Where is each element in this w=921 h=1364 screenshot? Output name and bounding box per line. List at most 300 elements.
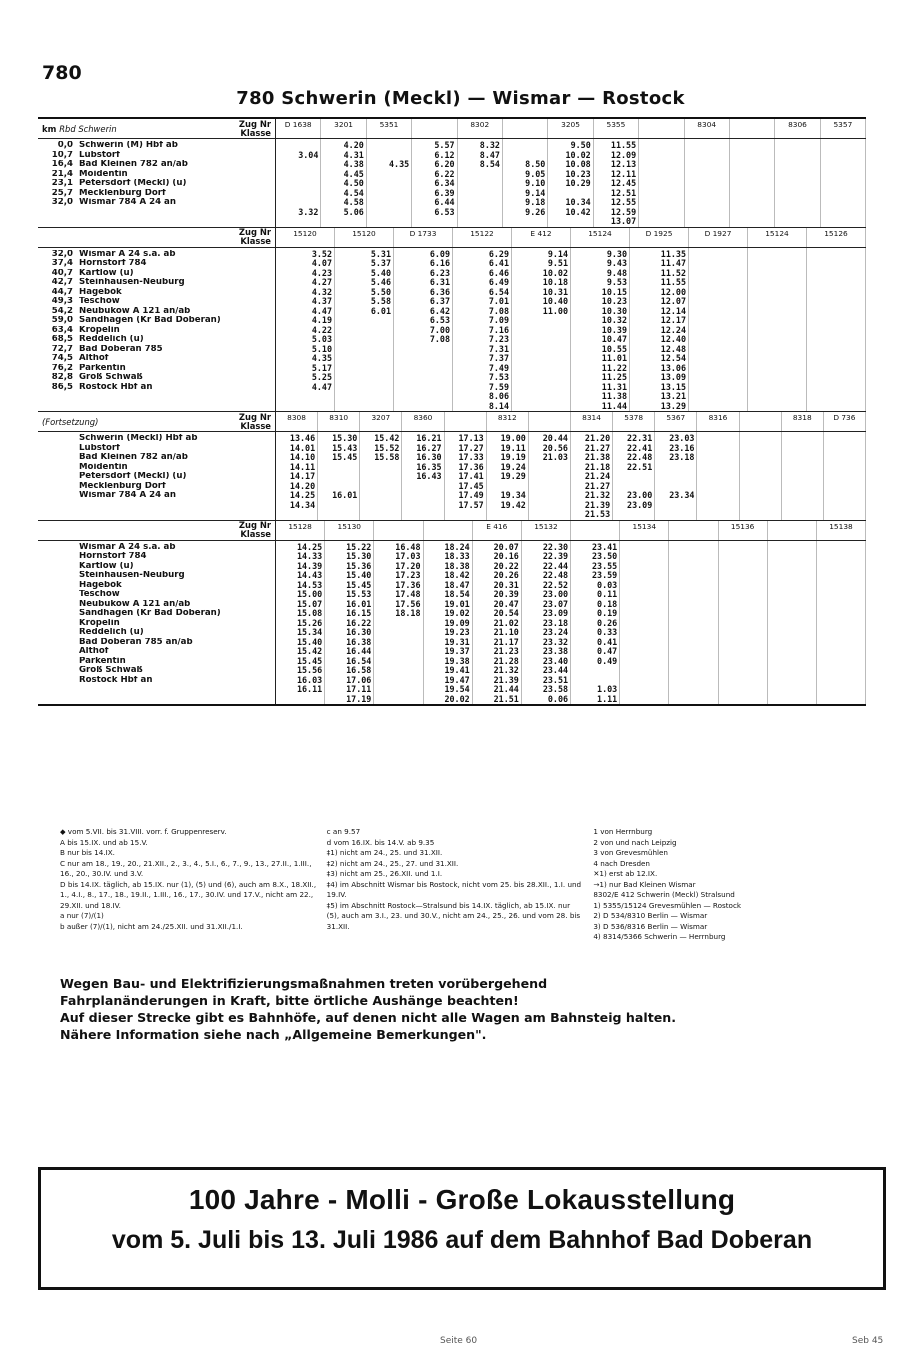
time-cell: 21.32 (493, 665, 519, 675)
time-cell (394, 364, 450, 374)
station-row (41, 619, 272, 629)
time-cell: 22.31 (627, 433, 653, 443)
train-number: 15122 (453, 228, 512, 247)
station-row (41, 609, 272, 619)
train-class-label (239, 521, 271, 539)
station-name: Lübstorf (79, 150, 120, 160)
station-name: Teschow (79, 590, 120, 599)
station-km (41, 543, 79, 553)
time-cell (276, 189, 318, 199)
time-cell: 15.42 (296, 646, 323, 656)
time-cell: 21.17 (493, 636, 519, 647)
time-cell: 13.06 (660, 362, 686, 373)
time-cell: 16.35 (416, 461, 442, 472)
station-km (41, 600, 79, 610)
time-cell: 8.50 (525, 159, 546, 169)
time-cell: 11.44 (601, 400, 627, 411)
time-cell: 14.11 (289, 461, 316, 472)
time-cell: 8.32 (479, 140, 500, 150)
time-cell: 6.37 (429, 296, 450, 306)
train-number: 15130 (325, 521, 374, 540)
time-cell: 4.45 (343, 168, 364, 179)
time-cell: 10.02 (542, 267, 568, 278)
time-cell: 14.25 (289, 490, 316, 500)
time-cell: 12.11 (610, 168, 637, 179)
station-row (41, 562, 272, 572)
footnote: A bis 15.IX. und ab 15.V. (60, 837, 148, 847)
time-cell: 11.35 (660, 248, 686, 259)
station-km: 74,5 (51, 354, 73, 363)
train-number: 3207 (360, 412, 402, 431)
station-row (41, 434, 272, 444)
time-cell: 6.53 (434, 206, 455, 217)
time-cell: 9.10 (525, 178, 546, 188)
time-cell: 8.14 (488, 400, 509, 411)
section-km-and-label (42, 417, 98, 427)
station-km: 86,5 (51, 382, 73, 392)
time-cell: 6.01 (370, 305, 391, 316)
station-name: Rostock Hbf an (79, 675, 153, 685)
train-number (571, 521, 620, 540)
time-cell: 10.40 (542, 296, 568, 306)
footnote: c an 9.57 (326, 827, 361, 836)
time-cell: 11.47 (660, 258, 686, 268)
station-km: 10,7 (51, 150, 73, 160)
train-column (276, 248, 335, 412)
time-cell: 18.54 (444, 589, 470, 599)
station-row (41, 259, 272, 269)
train-column (824, 432, 866, 520)
station-km (41, 657, 79, 667)
time-cell: 12.09 (610, 149, 637, 160)
station-row (41, 638, 272, 648)
time-cell: 16.58 (346, 665, 372, 675)
station-km (41, 647, 79, 657)
station-row (41, 383, 272, 393)
time-cell (335, 335, 391, 345)
station-row (41, 463, 272, 473)
footnote: 4 nach Dresden (593, 858, 650, 868)
time-cell: 17.06 (346, 674, 372, 685)
station-km (41, 619, 79, 629)
train-column (685, 139, 730, 227)
train-column (276, 432, 318, 520)
time-cell: 10.32 (601, 315, 627, 325)
train-number: 3201 (321, 119, 366, 138)
station-km (41, 571, 79, 581)
time-cell: 19.31 (444, 636, 470, 647)
km-label: km (42, 123, 60, 134)
time-cell: 15.00 (296, 589, 323, 599)
time-cell: 23.38 (542, 646, 569, 656)
station-name: Hornstorf 784 (79, 259, 147, 268)
footnote: d vom 16.IX. bis 14.V. ab 9.35 (326, 837, 435, 847)
station-name: Bad Doberan 785 (79, 344, 163, 354)
train-column (719, 541, 768, 705)
station-km: 25,7 (51, 188, 73, 198)
station-name: Althof (79, 647, 109, 656)
train-column (817, 541, 866, 705)
train-column (639, 139, 684, 227)
time-cell: 21.51 (493, 693, 519, 704)
time-cell (335, 345, 391, 355)
footnote: ‡4) im Abschnitt Wismar bis Rostock, nicht vom 25. bis 28.XII., 1.I. und 19.IV. (326, 879, 582, 899)
train-number: E 416 (473, 521, 522, 540)
station-name: Kartlow (u) (79, 268, 134, 278)
time-cell: 9.51 (547, 258, 568, 268)
station-name: Petersdorf (Meckl) (u) (79, 472, 187, 481)
train-column (402, 432, 444, 520)
train-column (394, 248, 453, 412)
time-cell: 4.31 (343, 149, 364, 160)
train-number (503, 119, 548, 138)
time-cell (335, 383, 391, 393)
section-km-and-label (42, 124, 117, 134)
time-cell: 12.14 (660, 305, 686, 316)
timetable-section (38, 412, 866, 521)
station-name: Hagebök (79, 580, 122, 590)
station-row (41, 250, 272, 260)
time-cell: 19.41 (444, 665, 470, 675)
time-cell: 19.00 (500, 433, 526, 443)
time-cell: 19.19 (500, 452, 526, 462)
time-cell: 3.32 (298, 206, 319, 217)
train-number: 15120 (335, 228, 394, 247)
time-cell: 4.23 (311, 267, 332, 278)
train-column (529, 432, 571, 520)
station-name: Steinhausen-Neuburg (79, 571, 185, 580)
station-km: 16,4 (51, 160, 73, 169)
station-km (41, 482, 79, 492)
station-km: 54,2 (51, 306, 73, 316)
time-cell: 7.08 (488, 305, 509, 316)
train-column (412, 139, 457, 227)
time-cell: 15.53 (346, 589, 372, 599)
footnote: ✕1) erst ab 12.IX. (593, 869, 658, 878)
time-cell: 23.00 (542, 589, 569, 599)
time-cell: 21.10 (493, 627, 519, 637)
time-cell: 16.03 (296, 674, 323, 685)
time-cell (360, 472, 399, 482)
time-cell: 6.29 (488, 248, 509, 259)
time-cell: 10.15 (601, 286, 627, 297)
train-number: 5355 (594, 119, 639, 138)
time-cell: 21.38 (584, 452, 611, 462)
time-cell (335, 316, 391, 326)
section-header-label (38, 412, 276, 431)
time-cell: 23.41 (591, 541, 618, 552)
train-numbers (276, 119, 866, 138)
time-cell: 11.01 (601, 353, 627, 363)
time-cell: 0.49 (597, 655, 618, 666)
time-cell: 13.21 (660, 391, 686, 401)
footnote: C nur am 18., 19., 20., 21.XII., 2., 3., 4., 5.I., 6., 7., 9., 13., 27.II., 1.III., 16., 20., 30.IV. und 3.V. (60, 858, 312, 878)
time-cell: 14.33 (296, 551, 323, 561)
time-cell: 15.30 (332, 433, 358, 443)
train-column (697, 432, 739, 520)
time-cell: 20.07 (493, 541, 519, 552)
station-km (41, 581, 79, 591)
station-name: Wismar 784 A 24 an (79, 491, 176, 500)
train-column (821, 139, 866, 227)
station-name: Bad Kleinen 782 an/ab (79, 160, 188, 169)
time-cell: 23.32 (542, 636, 569, 647)
time-cell (571, 666, 617, 676)
station-row (41, 316, 272, 326)
time-cell: 6.41 (488, 258, 509, 268)
time-cell: 5.46 (370, 277, 391, 287)
banner-dates: vom 5. Juli bis 13. Juli 1986 auf dem Bahnhof Bad Doberan (111, 1226, 813, 1254)
footnotes-middle (327, 827, 594, 943)
time-cell: 19.23 (444, 627, 470, 637)
time-cell: 19.42 (500, 499, 526, 510)
time-cell: 14.53 (296, 579, 323, 590)
footnote: ‡1) nicht am 24., 25. und 31.XII. (326, 848, 443, 857)
train-column (571, 248, 630, 412)
time-cell: 6.42 (429, 305, 450, 316)
time-cell: 21.28 (493, 655, 519, 666)
train-number: 5378 (613, 412, 655, 431)
time-cell: 16.21 (416, 433, 442, 443)
time-cell: 11.22 (601, 362, 627, 373)
time-cell: 21.23 (493, 646, 519, 656)
time-cell: 16.54 (346, 655, 372, 666)
time-cell: 6.09 (429, 248, 450, 259)
station-km: 21,4 (51, 169, 73, 179)
station-row (41, 170, 272, 180)
time-cell: 12.17 (660, 315, 686, 325)
time-cell (458, 170, 500, 180)
time-cell: 13.29 (660, 400, 686, 411)
class-label: Klasse (240, 529, 271, 539)
section-body (38, 541, 866, 705)
footnote: ‡3) nicht am 25., 26.XII. und 1.I. (326, 869, 443, 878)
notice-line: Auf dieser Strecke gibt es Bahnhöfe, auf denen nicht alle Wagen am Bahnsteig halten. (60, 1010, 677, 1025)
train-column (487, 432, 529, 520)
station-km (41, 666, 79, 676)
time-cell: 6.22 (434, 168, 455, 179)
time-cell: 5.50 (370, 286, 391, 297)
train-column (276, 139, 321, 227)
train-number: 8306 (775, 119, 820, 138)
train-column (782, 432, 824, 520)
section-body (38, 248, 866, 412)
time-cell: 21.18 (584, 461, 611, 472)
station-km: 32,0 (51, 249, 73, 259)
station-name: Parkentin (79, 656, 126, 666)
station-name: Hagebök (79, 287, 122, 297)
time-cell: 6.12 (434, 149, 455, 160)
train-column (620, 541, 669, 705)
station-name: Reddelich (u) (79, 335, 144, 344)
station-name: Wismar A 24 s.a. ab (79, 542, 176, 552)
station-row (41, 552, 272, 562)
notice-line: Wegen Bau- und Elektrifizierungsmaßnahmen treten vorübergehend (60, 976, 548, 991)
station-row (41, 151, 272, 161)
time-cell: 6.49 (488, 277, 509, 287)
time-cell: 22.39 (542, 551, 569, 561)
timetable (38, 117, 866, 706)
time-cell: 16.27 (416, 442, 442, 453)
footnote: 3) D 536/8316 Berlin — Wismar (593, 921, 708, 931)
station-name: Teschow (79, 297, 120, 306)
departure-grid (276, 248, 866, 412)
station-row (41, 600, 272, 610)
train-column (503, 139, 548, 227)
time-cell: 4.37 (311, 296, 332, 306)
time-cell: 17.45 (458, 480, 484, 491)
time-cell: 20.16 (493, 551, 519, 561)
station-name: Kröpelin (79, 325, 120, 335)
station-km: 23,1 (51, 179, 73, 188)
station-row (41, 590, 272, 600)
time-cell: 17.03 (395, 551, 421, 561)
station-name: Groß Schwaß (79, 373, 143, 382)
time-cell: 7.08 (429, 334, 450, 344)
station-name: Bad Doberan 785 an/ab (79, 637, 193, 647)
time-cell: 21.03 (542, 452, 568, 462)
time-cell: 6.16 (429, 258, 450, 268)
time-cell: 6.54 (488, 286, 509, 297)
station-km (41, 552, 79, 562)
time-cell: 20.44 (542, 433, 568, 443)
timetable-section (38, 119, 866, 228)
time-cell: 15.40 (346, 570, 372, 580)
time-cell (276, 170, 318, 180)
footnote: a nur (7)/(1) (60, 911, 104, 920)
footer-page-label: Seite 60 (440, 1336, 478, 1346)
time-cell (335, 373, 391, 383)
time-cell (335, 354, 391, 364)
time-cell (394, 383, 450, 393)
time-cell: 11.31 (601, 381, 627, 392)
time-cell: 0.41 (597, 636, 618, 647)
train-number: D 736 (824, 412, 866, 431)
station-name: Mecklenburg Dorf (79, 481, 166, 491)
notice-line: Nähere Information siehe nach „Allgemeine Bemerkungen". (60, 1027, 487, 1042)
station-name: Rostock Hbf an (79, 382, 153, 392)
station-row (41, 491, 272, 501)
time-cell (367, 189, 409, 199)
time-cell: 21.02 (493, 617, 519, 628)
time-cell: 5.37 (370, 258, 391, 268)
train-numbers (276, 521, 866, 540)
time-cell: 5.58 (370, 296, 391, 306)
train-column (807, 248, 866, 412)
time-cell: 23.50 (591, 551, 618, 561)
station-name: Schwerin (M) Hbf ab (79, 141, 178, 150)
station-km (41, 638, 79, 648)
train-column (775, 139, 820, 227)
time-cell (613, 472, 652, 482)
time-cell: 22.52 (542, 579, 569, 590)
time-cell: 15.26 (296, 617, 323, 628)
time-cell (394, 373, 450, 383)
time-cell (276, 179, 318, 189)
time-cell: 13.15 (660, 381, 686, 392)
train-number: 5351 (367, 119, 412, 138)
station-row (41, 269, 272, 279)
station-km (41, 590, 79, 600)
time-cell: 22.41 (627, 442, 653, 453)
time-cell (318, 463, 357, 473)
time-cell: 22.48 (627, 452, 653, 462)
time-cell: 5.57 (434, 140, 455, 150)
time-cell: 23.09 (627, 499, 653, 510)
train-number (424, 521, 473, 540)
time-cell: 9.43 (606, 258, 627, 268)
time-cell: 8.06 (488, 391, 509, 401)
section-header (38, 412, 866, 432)
time-cell: 17.57 (458, 499, 484, 510)
train-column (424, 541, 473, 705)
station-row (41, 141, 272, 151)
station-name: Kröpelin (79, 618, 120, 628)
time-cell: 23.24 (542, 627, 569, 637)
class-label: Klasse (240, 420, 271, 431)
time-cell: 3.04 (298, 149, 319, 160)
time-cell: 11.38 (601, 391, 627, 401)
time-cell: 15.45 (332, 452, 358, 462)
time-cell: 15.07 (296, 598, 323, 609)
time-cell: 19.29 (500, 471, 526, 481)
time-cell: 5.31 (370, 248, 391, 259)
train-column (318, 432, 360, 520)
time-cell: 4.54 (343, 187, 364, 198)
footnote: 3 von Grevesmühlen (593, 848, 668, 857)
time-cell: 4.47 (311, 305, 332, 316)
train-column (689, 248, 748, 412)
time-cell: 22.51 (627, 461, 653, 472)
station-row (41, 444, 272, 454)
station-name: Moidentin (79, 169, 128, 179)
station-km: 0,0 (57, 141, 73, 150)
time-cell: 5.17 (311, 362, 332, 373)
time-cell (655, 463, 694, 473)
time-cell: 18.24 (444, 541, 470, 552)
time-cell: 18.42 (444, 570, 470, 580)
train-column (367, 139, 412, 227)
station-row (41, 571, 272, 581)
train-number: E 412 (512, 228, 571, 247)
train-number: 15134 (620, 521, 669, 540)
train-number: D 1638 (276, 119, 321, 138)
time-cell: 11.55 (660, 277, 686, 287)
time-cell: 23.58 (542, 684, 569, 694)
time-cell: 17.27 (458, 442, 484, 453)
station-name: Lübstorf (79, 443, 120, 453)
time-cell: 5.10 (311, 343, 332, 354)
time-cell: 4.27 (311, 277, 332, 287)
time-cell: 17.19 (346, 693, 372, 704)
time-cell: 17.36 (458, 461, 484, 472)
time-cell: 14.17 (289, 471, 316, 481)
station-list (38, 541, 276, 705)
footnote: 1) 5355/15124 Grevesmühlen — Rostock (593, 900, 742, 910)
station-name: Bad Kleinen 782 an/ab (79, 453, 188, 462)
train-number: 8304 (685, 119, 730, 138)
time-cell: 15.22 (346, 541, 372, 552)
train-class-label (239, 228, 271, 246)
station-list (38, 139, 276, 227)
station-name: Neubukow A 121 an/ab (79, 306, 191, 316)
station-row (41, 666, 272, 676)
time-cell: 21.39 (584, 499, 611, 510)
time-cell: 0.18 (597, 598, 618, 609)
time-cell: 15.34 (296, 627, 323, 637)
time-cell: 17.56 (395, 598, 421, 609)
station-row (41, 297, 272, 307)
